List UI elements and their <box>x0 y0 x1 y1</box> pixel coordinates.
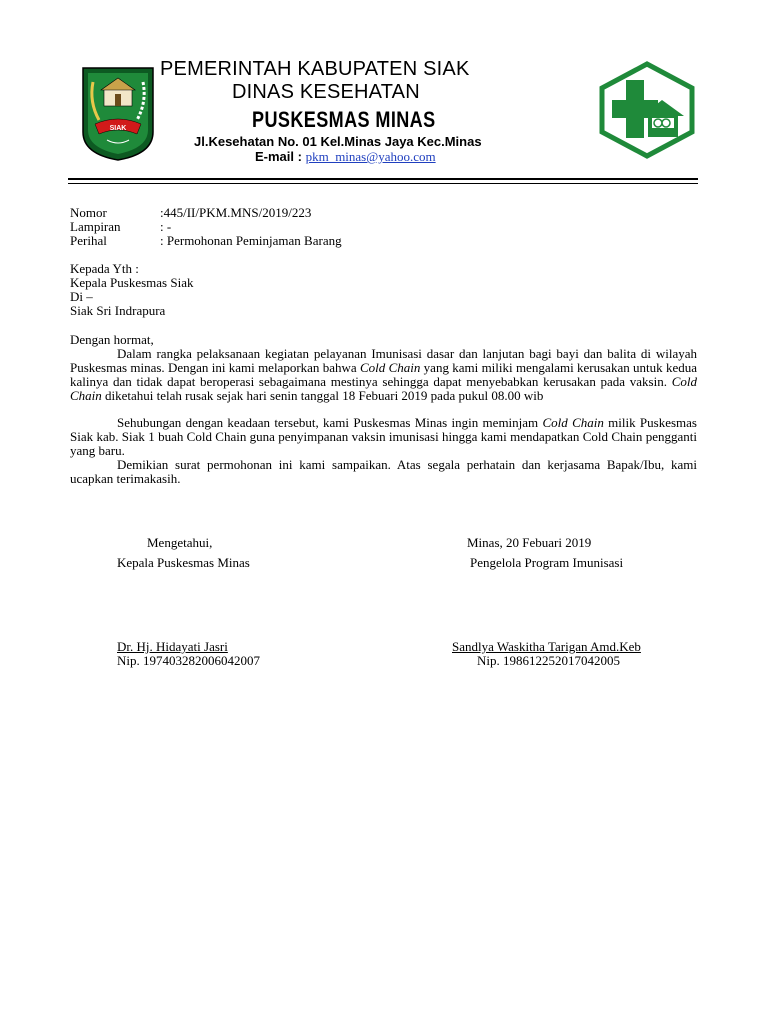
nomor-value: :445/II/PKM.MNS/2019/223 <box>160 205 312 220</box>
puskesmas-logo <box>596 60 698 160</box>
header-email-line <box>255 149 436 165</box>
perihal-label: Perihal <box>70 233 107 248</box>
p2-text-a: Sehubungan dengan keadaan tersebut, kami Puskesmas Minas ingin meminjam <box>117 415 543 430</box>
recipient-line-4: Siak Sri Indrapura <box>70 303 166 318</box>
lampiran-value: : - <box>160 219 172 234</box>
lampiran-label: Lampiran <box>70 219 121 234</box>
nomor-label: Nomor <box>70 205 107 220</box>
meta-perihal <box>70 233 342 249</box>
paragraph-3: Demikian surat permohonan ini kami sampaikan. Atas segala perhatain dan kerjasama Bapak/Ibu, kami ucapkan terimakasih. <box>70 457 697 486</box>
p1-text-c: diketahui telah rusak sejak hari senin tanggal 18 Febuari 2019 pada pukul 08.00 wib <box>101 388 544 403</box>
header-puskesmas-name: PUSKESMAS MINAS <box>252 107 436 132</box>
p1-text-b: yang kami miliki mengalami kerusakan untuk kedua kalinya dan tidak dapat beroperasi sebagaimana mestinya sehingga dapat menyebabkan kerusakan pada vaksin. <box>70 360 697 389</box>
sign-left-title: Kepala Puskesmas Minas <box>117 555 250 570</box>
email-label: E-mail : <box>255 149 306 164</box>
siak-emblem-logo <box>79 62 157 162</box>
p1-cold-chain-1: Cold Chain <box>359 360 421 375</box>
sign-right-name: Sandlya Waskitha Tarigan Amd.Keb <box>452 639 641 654</box>
p2-cold-chain: Cold Chain <box>542 415 604 430</box>
header-rule-thin <box>68 183 698 184</box>
sign-right-title: Pengelola Program Imunisasi <box>470 555 624 570</box>
recipient-line-3: Di – <box>70 289 93 304</box>
email-link[interactable]: pkm_minas@yahoo.com <box>305 149 436 164</box>
sign-right-date: Minas, 20 Febuari 2019 <box>467 535 592 550</box>
header-government: PEMERINTAH KABUPATEN SIAK <box>160 58 470 80</box>
sign-left-name: Dr. Hj. Hidayati Jasri <box>117 639 228 654</box>
recipient-line-1: Kepada Yth : <box>70 261 139 276</box>
perihal-value: : Permohonan Peminjaman Barang <box>160 233 342 248</box>
sign-left-intro: Mengetahui, <box>147 535 213 550</box>
paragraph-1 <box>70 347 697 403</box>
p1-cold-chain-2: Cold Chain <box>70 374 697 403</box>
recipient-line-2: Kepala Puskesmas Siak <box>70 275 194 290</box>
recipient-block <box>70 262 193 318</box>
greeting: Dengan hormat, <box>70 332 154 347</box>
sign-right-nip: Nip. 198612252017042005 <box>477 653 620 668</box>
header-department: DINAS KESEHATAN <box>232 81 420 103</box>
p2-text-b: milik Puskesmas Siak kab. Siak 1 buah Cold Chain guna penyimpanan vaksin imunisasi hingga kami mendapatkan Cold Chain pengganti yang baru. <box>70 415 697 458</box>
sign-left-nip: Nip. 197403282006042007 <box>117 653 260 668</box>
paragraph-2 <box>70 416 697 458</box>
header-address: Jl.Kesehatan No. 01 Kel.Minas Jaya Kec.Minas <box>194 134 482 149</box>
emblem-siak-text: SIAK <box>109 125 127 132</box>
p1-text-a: Dalam rangka pelaksanaan kegiatan pelayanan Imunisasi dasar dan lanjutan bagi bayi dan balita di wilayah Puskesmas minas. Dengan ini kami melaporkan bahwa <box>70 346 697 375</box>
header-rule-thick <box>68 178 698 180</box>
